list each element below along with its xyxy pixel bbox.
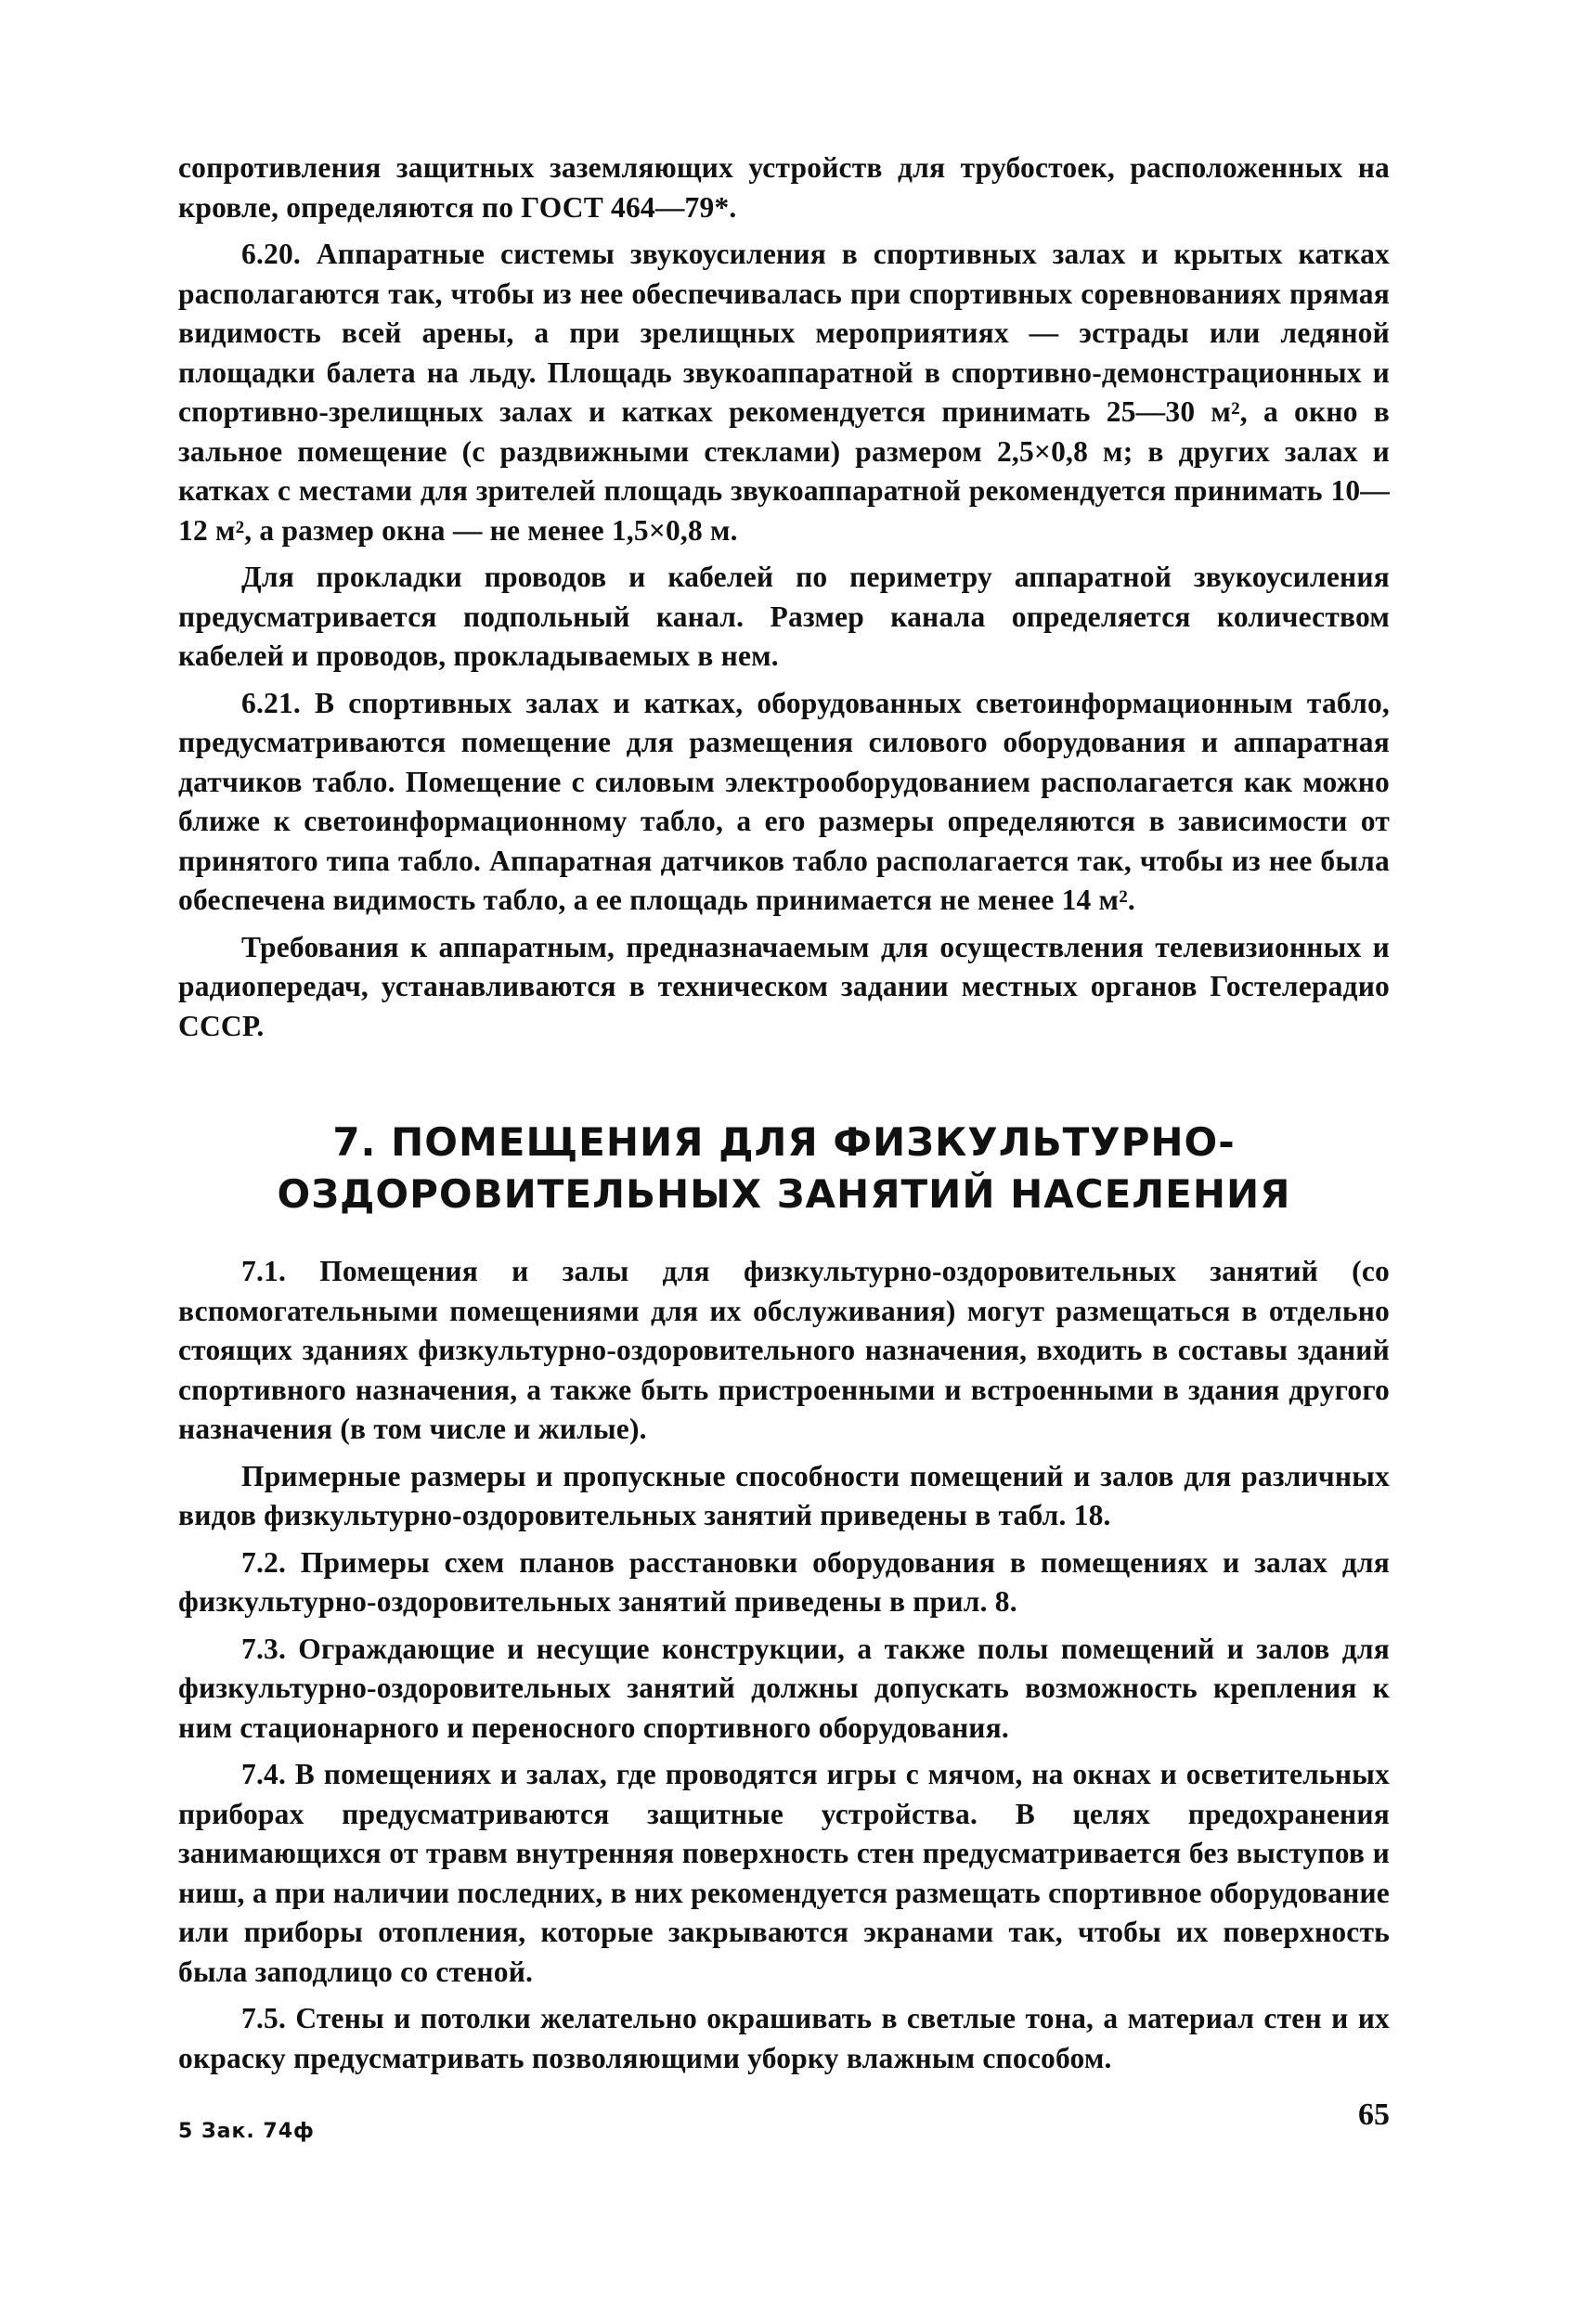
clause-number: 6.21.	[241, 686, 301, 719]
paragraph-7-1	[178, 1252, 1390, 1450]
paragraph-text: Стены и потолки желательно окрашивать в светлые тона, а материал стен и их окраску предусматривать позволяющими уборку влажным способом.	[178, 2002, 1390, 2074]
clause-number: 7.5.	[241, 2002, 287, 2034]
page-number: 65	[1358, 2098, 1390, 2132]
section-heading-line-1: 7. ПОМЕЩЕНИЯ ДЛЯ ФИЗКУЛЬТУРНО-	[332, 1119, 1236, 1165]
paragraph-text: Ограждающие и несущие конструкции, а также полы помещений и залов для физкультурно-оздоровительных занятий должны допускать возможность крепления к ним стационарного и переносного спортивного оборудования.	[178, 1632, 1390, 1744]
section-heading-line-2: ОЗДОРОВИТЕЛЬНЫХ ЗАНЯТИЙ НАСЕЛЕНИЯ	[277, 1171, 1291, 1217]
paragraph-6-20	[178, 235, 1390, 550]
paragraph-text: В спортивных залах и катках, оборудованных светоинформационным табло, предусматриваются помещение для размещения силового оборудования и аппаратная датчиков табло. Помещение с силовым электрооборудованием располагается как можно ближе к светоинформационному табло, а его размеры определяются в зависимости от принятого типа табло. Аппаратная датчиков табло располагается так, чтобы из нее была обеспечена видимость табло, а ее площадь принимается не менее 14 м².	[178, 686, 1390, 916]
paragraph-text: Для прокладки проводов и кабелей по периметру аппаратной звукоусиления предусматривается подпольный канал. Размер канала определяется количеством кабелей и проводов, прокладываемых в нем.	[178, 561, 1390, 672]
clause-number: 7.1.	[241, 1255, 287, 1287]
paragraph-text: Требования к аппаратным, предназначаемым для осуществления телевизионных и радиопередач, устанавливаются в техническом задании местных органов Гостелерадио СССР.	[178, 930, 1390, 1042]
clause-number: 7.3.	[241, 1632, 287, 1665]
print-order-mark: 5 Зак. 74ф	[178, 2120, 315, 2143]
paragraph-text: Помещения и залы для физкультурно-оздоровительных занятий (со вспомогательными помещениями для их обслуживания) могут размещаться в отдельно стоящих зданиях физкультурно-оздоровительного назначения, входить в составы зданий спортивного назначения, а также быть пристроенными и встроенными в здания другого назначения (в том числе и жилые).	[178, 1255, 1390, 1445]
paragraph-7-4	[178, 1755, 1390, 1992]
paragraph-cable-channel	[178, 558, 1390, 677]
page-footer	[178, 2098, 1390, 2153]
paragraph-broadcast	[178, 928, 1390, 1047]
document-page	[178, 148, 1390, 2085]
paragraph-text: Примеры схем планов расстановки оборудования в помещениях и залах для физкультурно-оздоровительных занятий приведены в прил. 8.	[178, 1545, 1390, 1618]
paragraph-7-3	[178, 1630, 1390, 1749]
clause-number: 7.2.	[241, 1545, 287, 1579]
paragraph-table-reference	[178, 1457, 1390, 1536]
section-heading	[178, 1117, 1390, 1220]
paragraph-text: Примерные размеры и пропускные способности помещений и залов для различных видов физкультурно-оздоровительных занятий приведены в табл. 18.	[178, 1459, 1390, 1531]
paragraph-6-21	[178, 684, 1390, 921]
paragraph-text: сопротивления защитных заземляющих устройств для трубостоек, расположенных на кровле, определяются по ГОСТ 464—79*.	[178, 151, 1390, 224]
paragraph-text: В помещениях и залах, где проводятся игры с мячом, на окнах и осветительных приборах предусматриваются защитные устройства. В целях предохранения занимающихся от травм внутренняя поверхность стен предусматривается без выступов и ниш, а при наличии последних, в них рекомендуется размещать спортивное оборудование или приборы отопления, которые закрываются экранами так, чтобы их поверхность была заподлицо со стеной.	[178, 1758, 1390, 1988]
paragraph-7-2	[178, 1543, 1390, 1622]
clause-number: 6.20.	[241, 238, 301, 270]
paragraph-text: Аппаратные системы звукоусиления в спортивных залах и крытых катках располагаются так, чтобы из нее обеспечивалась при спортивных соревнованиях прямая видимость всей арены, а при зрелищных мероприятиях — эстрады или ледяной площадки балета на льду. Площадь звукоаппаратной в спортивно-демонстрационных и спортивно-зрелищных залах и катках рекомендуется принимать 25—30 м², а окно в зальное помещение (с раздвижными стеклами) размером 2,5×0,8 м; в других залах и катках с местами для зрителей площадь звукоаппаратной рекомендуется принимать 10—12 м², а размер окна — не менее 1,5×0,8 м.	[178, 238, 1390, 547]
clause-number: 7.4.	[241, 1758, 287, 1790]
paragraph-continuation	[178, 148, 1390, 227]
paragraph-7-5	[178, 1999, 1390, 2078]
